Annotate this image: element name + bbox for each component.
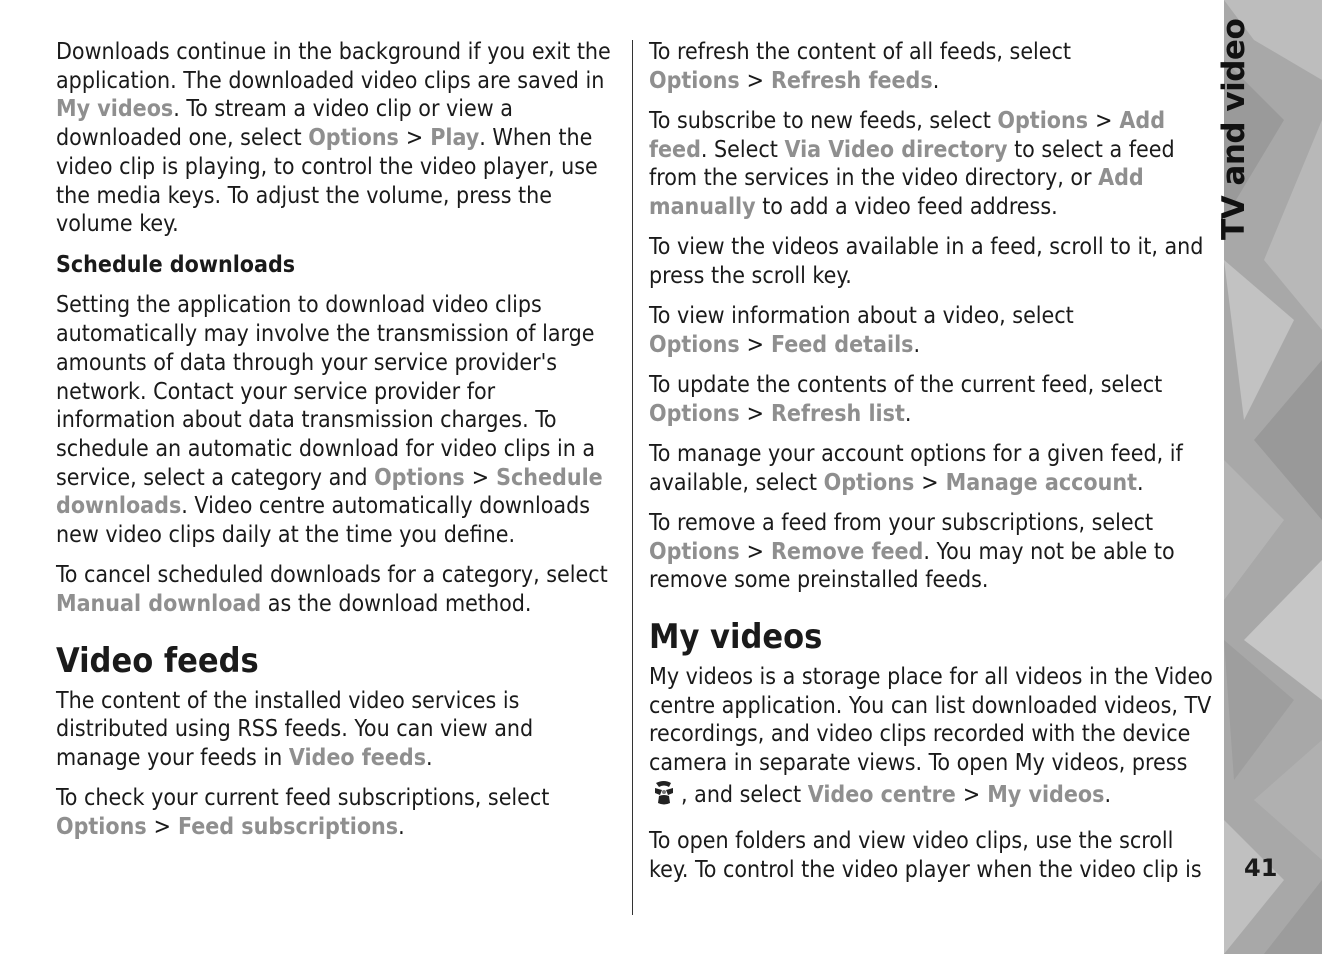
body-text: .	[1104, 781, 1112, 808]
right-column	[649, 38, 1213, 896]
paragraph	[56, 784, 618, 841]
body-text: . Select	[700, 136, 785, 163]
body-text: To refresh the content of all feeds, select	[649, 39, 1072, 65]
menu-term-video-centre: Video centre	[807, 781, 956, 808]
paragraph	[649, 38, 1213, 95]
paragraph: To view the videos available in a feed, scroll to it, and press the scroll key.	[649, 234, 1204, 289]
menu-separator: >	[921, 469, 939, 496]
heading-video-feeds: Video feeds	[56, 640, 259, 681]
menu-separator: >	[962, 781, 981, 808]
body-text: .	[426, 745, 433, 772]
page-number: 41	[1244, 854, 1278, 882]
body-text: to select a feed from the services in the video directory, or	[649, 136, 1175, 192]
body-text: as the download method.	[261, 590, 532, 617]
left-column	[56, 38, 618, 853]
menu-term-refresh-list: Refresh list	[771, 400, 905, 427]
paragraph	[56, 561, 618, 618]
paragraph	[649, 371, 1213, 428]
chapter-title: TV and video	[1216, 18, 1252, 240]
body-text: To subscribe to new feeds, select	[649, 107, 998, 134]
paragraph	[649, 107, 1213, 222]
body-text: to add a video feed address.	[755, 194, 1058, 221]
menu-term-feed-subscriptions: Feed subscriptions	[178, 813, 399, 840]
body-text: .	[904, 400, 912, 427]
paragraph	[56, 38, 618, 239]
body-text: My videos is a storage place for all videos in the Video centre application. You can list downloaded videos, TV recordings, and video clips recorded with the device camera in separate views. To open My videos, press	[649, 663, 1213, 777]
menu-term-options: Options	[56, 813, 147, 840]
body-text: . You may not be able to remove some preinstalled feeds.	[649, 538, 1175, 594]
menu-separator: >	[746, 331, 764, 358]
paragraph	[649, 440, 1213, 497]
body-text: To check your current feed subscriptions, select	[56, 785, 550, 812]
body-text: Downloads continue in the background if you exit the application. The downloaded video clips are saved in	[56, 39, 611, 94]
menu-term-options: Options	[649, 400, 740, 427]
menu-term-schedule-downloads: Schedule downloads	[56, 464, 603, 520]
menu-separator: >	[153, 813, 171, 840]
paragraph	[649, 663, 1213, 816]
menu-term-add-feed: Add feed	[649, 107, 1166, 163]
menu-separator: >	[746, 400, 764, 427]
menu-term-options: Options	[997, 107, 1089, 134]
heading-my-videos: My videos	[649, 616, 823, 657]
paragraph	[56, 291, 618, 549]
menu-term-add-manually: Add manually	[649, 165, 1144, 221]
menu-term-options: Options	[823, 469, 915, 496]
paragraph	[649, 509, 1213, 595]
paragraph	[649, 302, 1213, 359]
paragraph	[56, 687, 618, 773]
menu-separator: >	[1095, 107, 1113, 134]
body-text: Setting the application to download video clips automatically may involve the transmission of large amounts of data through your service provider's network. Contact your service provider for information about data transmission charges. To schedule an automatic download for video clips in a service, select a category and	[56, 292, 596, 491]
subheading-schedule-downloads: Schedule downloads	[56, 252, 296, 279]
column-divider	[632, 40, 633, 915]
menu-term-via-video-directory: Via Video directory	[784, 136, 1008, 163]
menu-term-options: Options	[649, 538, 740, 565]
menu-term-feed-details: Feed details	[771, 331, 914, 358]
body-text: To remove a feed from your subscriptions, select	[649, 509, 1154, 536]
body-text: To manage your account options for a given feed, if available, select	[649, 440, 1183, 496]
menu-separator: >	[471, 464, 490, 491]
body-text: . Video centre automatically downloads new video clips daily at the time you define.	[56, 493, 591, 549]
menu-term-refresh-feeds: Refresh feeds	[771, 67, 933, 94]
body-text: . When the video clip is playing, to control the video player, use the media keys. To adjust the volume, press the volume key.	[56, 125, 598, 238]
menu-term-my-videos: My videos	[987, 781, 1105, 808]
menu-term-manage-account: Manage account	[945, 469, 1137, 496]
menu-term-remove-feed: Remove feed	[771, 538, 924, 565]
menu-term-options: Options	[374, 464, 465, 491]
menu-term-video-feeds: Video feeds	[288, 745, 427, 772]
menu-term-options: Options	[649, 331, 740, 358]
body-text: The content of the installed video services is distributed using RSS feeds. You can view and manage your feeds in	[56, 687, 534, 772]
body-text: .	[1136, 469, 1144, 496]
body-text: To cancel scheduled downloads for a category, select	[56, 562, 608, 589]
body-text: . To stream a video clip or view a downloaded one, select	[56, 96, 513, 152]
body-text: To update the contents of the current feed, select	[649, 372, 1163, 399]
menu-key-icon	[651, 778, 677, 816]
menu-separator: >	[405, 125, 424, 152]
menu-term-options: Options	[308, 125, 399, 152]
body-text: .	[932, 67, 940, 94]
menu-term-my-videos: My videos	[56, 96, 174, 123]
body-text: To view information about a video, select	[649, 303, 1074, 330]
body-text: .	[913, 331, 921, 358]
menu-separator: >	[746, 67, 764, 94]
menu-term-manual-download: Manual download	[56, 590, 262, 617]
paragraph: To open folders and view video clips, use the scroll key. To control the video player when the video clip is	[649, 827, 1202, 883]
menu-term-options: Options	[649, 67, 740, 94]
body-text: .	[398, 813, 405, 840]
menu-term-play: Play	[430, 125, 480, 152]
body-text: , and select	[681, 781, 808, 808]
menu-separator: >	[746, 538, 764, 565]
